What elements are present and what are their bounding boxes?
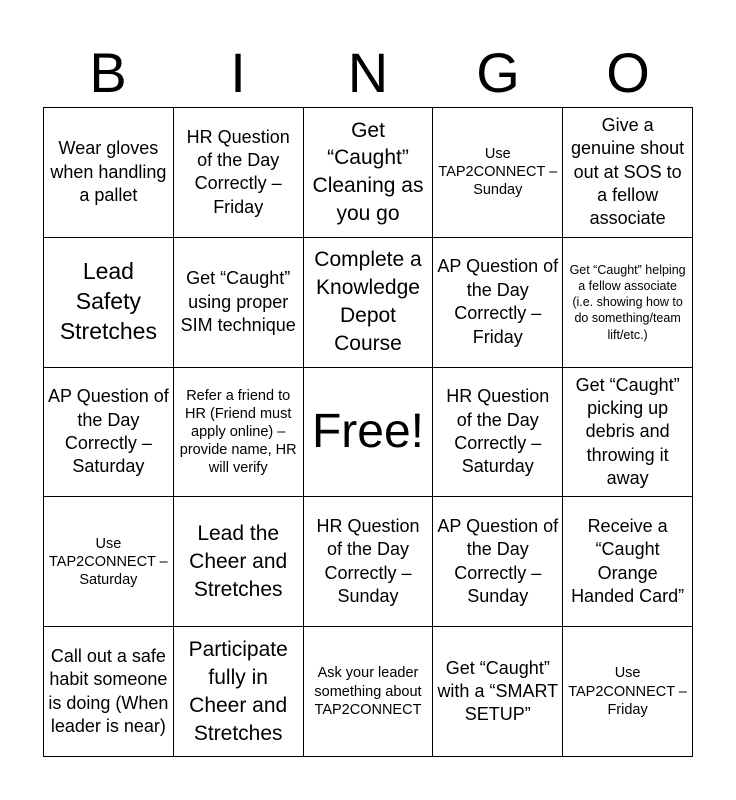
header-letter-n: N <box>347 41 389 104</box>
bingo-cell-r5-c2[interactable] <box>174 627 304 757</box>
bingo-cell-r1-c5[interactable] <box>563 108 693 238</box>
bingo-cell-r3-c1[interactable] <box>44 368 174 498</box>
cell-text: Ask your leader something about TAP2CONNECT <box>314 665 422 718</box>
cell-text: AP Question of the Day Correctly – Saturday <box>48 386 169 477</box>
header-letter-o: O <box>606 41 650 104</box>
bingo-cell-r2-c2[interactable] <box>174 238 304 368</box>
cell-text: HR Question of the Day Correctly – Saturday <box>446 386 550 477</box>
bingo-cell-r2-c1[interactable] <box>44 238 174 368</box>
bingo-cell-r1-c2[interactable] <box>174 108 304 238</box>
bingo-cell-r2-c5[interactable] <box>563 238 693 368</box>
cell-text: Lead Safety Stretches <box>59 258 157 345</box>
bingo-cell-r4-c5[interactable] <box>563 497 693 627</box>
cell-text: Get “Caught” picking up debris and throwing it away <box>575 374 680 489</box>
bingo-cell-r5-c4[interactable] <box>433 627 563 757</box>
cell-text: Complete a Knowledge Depot Course <box>314 248 422 356</box>
bingo-cell-r1-c4[interactable] <box>433 108 563 238</box>
cell-text: Give a genuine shout out at SOS to a fellow associate <box>571 114 685 229</box>
cell-text: Get “Caught” using proper SIM technique <box>180 268 296 335</box>
bingo-cell-r4-c4[interactable] <box>433 497 563 627</box>
cell-text: Get “Caught” with a “SMART SETUP” <box>437 657 559 725</box>
bingo-cell-r4-c1[interactable] <box>44 497 174 627</box>
cell-text: Use TAP2CONNECT – Friday <box>568 665 687 718</box>
cell-text: HR Question of the Day Correctly – Friday <box>186 126 290 217</box>
header-letter-i: I <box>230 41 246 104</box>
header-letter-b: B <box>89 41 127 104</box>
cell-text: Wear gloves when handling a pallet <box>50 138 167 206</box>
cell-text: Get “Caught” Cleaning as you go <box>312 118 424 226</box>
bingo-cell-r2-c4[interactable] <box>433 238 563 368</box>
bingo-cell-r3-c2[interactable] <box>174 368 304 498</box>
cell-text: Free! <box>311 405 424 459</box>
cell-text: AP Question of the Day Correctly – Friday <box>437 256 559 347</box>
bingo-cell-r5-c1[interactable] <box>44 627 174 757</box>
bingo-cell-r3-c4[interactable] <box>433 368 563 498</box>
cell-text: Use TAP2CONNECT – Saturday <box>49 535 168 588</box>
bingo-cell-r5-c5[interactable] <box>563 627 693 757</box>
cell-text: HR Question of the Day Correctly – Sunday <box>316 516 420 607</box>
bingo-cell-r1-c3[interactable] <box>304 108 434 238</box>
bingo-cell-free[interactable] <box>304 368 434 498</box>
bingo-board <box>43 107 693 757</box>
bingo-cell-r4-c3[interactable] <box>304 497 434 627</box>
cell-text: Use TAP2CONNECT – Sunday <box>438 146 558 199</box>
cell-text: Refer a friend to HR (Friend must apply online) – provide name, HR will verify <box>179 387 297 477</box>
header-letter-g: G <box>476 41 520 104</box>
cell-text: AP Question of the Day Correctly – Sunday <box>437 516 559 607</box>
cell-text: Participate fully in Cheer and Stretches <box>188 637 288 745</box>
bingo-cell-r5-c3[interactable] <box>304 627 434 757</box>
cell-text: Lead the Cheer and Stretches <box>189 521 288 601</box>
bingo-header <box>43 40 693 106</box>
bingo-cell-r2-c3[interactable] <box>304 238 434 368</box>
bingo-cell-r1-c1[interactable] <box>44 108 174 238</box>
cell-text: Get “Caught” helping a fellow associate (i.e. showing how to do something/team lift/etc.) <box>569 262 686 342</box>
bingo-cell-r3-c5[interactable] <box>563 368 693 498</box>
cell-text: Call out a safe habit someone is doing (When leader is near) <box>48 645 169 736</box>
bingo-cell-r4-c2[interactable] <box>174 497 304 627</box>
cell-text: Receive a “Caught Orange Handed Card” <box>571 516 685 607</box>
